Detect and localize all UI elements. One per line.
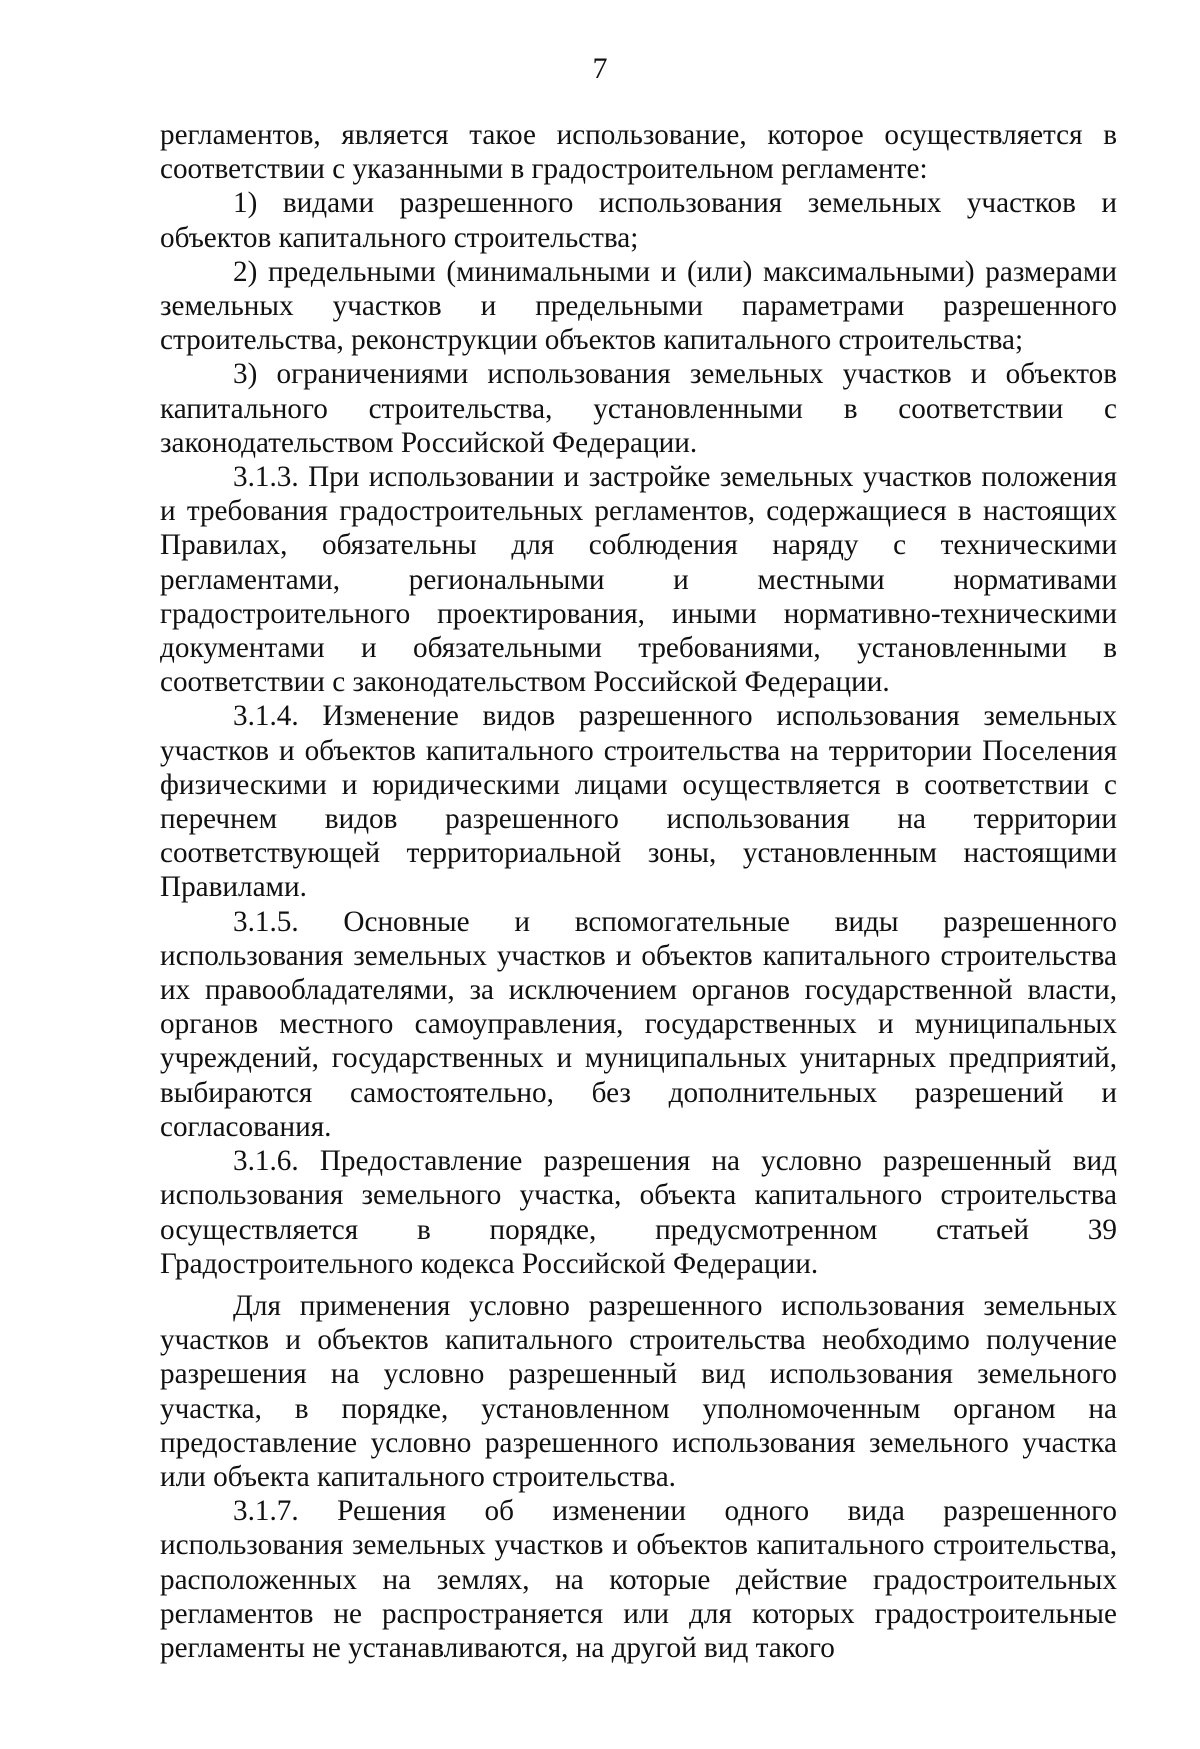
list-item-2: 2) предельными (минимальными и (или) максимальными) размерами земельных участков и предельными параметрами разрешенного строительства, реконструкции объектов капитального строительства; <box>160 255 1117 357</box>
clause-3-1-4: 3.1.4. Изменение видов разрешенного использования земельных участков и объектов капитального строительства на территории Поселения физическими и юридическими лицами осуществляется в соответствии с перечнем видов разрешенного использования на территории соответствующей территориальной зоны, установленным настоящими Правилами. <box>160 700 1117 904</box>
clause-3-1-6: 3.1.6. Предоставление разрешения на условно разрешенный вид использования земельного участка, объекта капитального строительства осуществляется в порядке, предусмотренном статьей 39 Градостроительного кодекса Российской Федерации. <box>160 1145 1117 1280</box>
clause-3-1-5: 3.1.5. Основные и вспомогательные виды разрешенного использования земельных участков и объектов капитального строительства их правообладателями, за исключением органов государственной власти, органов местного самоуправления, государственных и муниципальных учреждений, государственных и муниципальных унитарных предприятий, выбираются самостоятельно, без дополнительных разрешений и согласования. <box>160 905 1117 1143</box>
paragraph-continuation: регламентов, является такое использование, которое осуществляется в соответствии с указанными в градостроительном регламенте: <box>160 119 1117 186</box>
clause-3-1-3: 3.1.3. При использовании и застройке земельных участков положения и требования градостроительных регламентов, содержащиеся в настоящих Правилах, обязательны для соблюдения наряду с техническими регламентами, региональными и местными нормативами градостроительного проектирования, иными нормативно-техническими документами и обязательными требованиями, установленными в соответствии с законодательством Российской Федерации. <box>160 461 1117 699</box>
list-item-1: 1) видами разрешенного использования земельных участков и объектов капитального строительства; <box>160 187 1117 254</box>
document-body <box>160 118 1117 1665</box>
clause-3-1-7: 3.1.7. Решения об изменении одного вида разрешенного использования земельных участков и объектов капитального строительства, расположенных на землях, на которые действие градостроительных регламентов не распространяется или для которых градостроительные регламенты не устанавливаются, на другой вид такого <box>160 1495 1117 1664</box>
paragraph-conditional-use: Для применения условно разрешенного использования земельных участков и объектов капитального строительства необходимо получение разрешения на условно разрешенный вид использования земельного участка, в порядке, установленном уполномоченным органом на предоставление условно разрешенного использования земельного участка или объекта капитального строительства. <box>160 1289 1117 1493</box>
list-item-3: 3) ограничениями использования земельных участков и объектов капитального строительства, установленными в соответствии с законодательством Российской Федерации. <box>160 358 1117 459</box>
page-number: 7 <box>592 52 608 85</box>
